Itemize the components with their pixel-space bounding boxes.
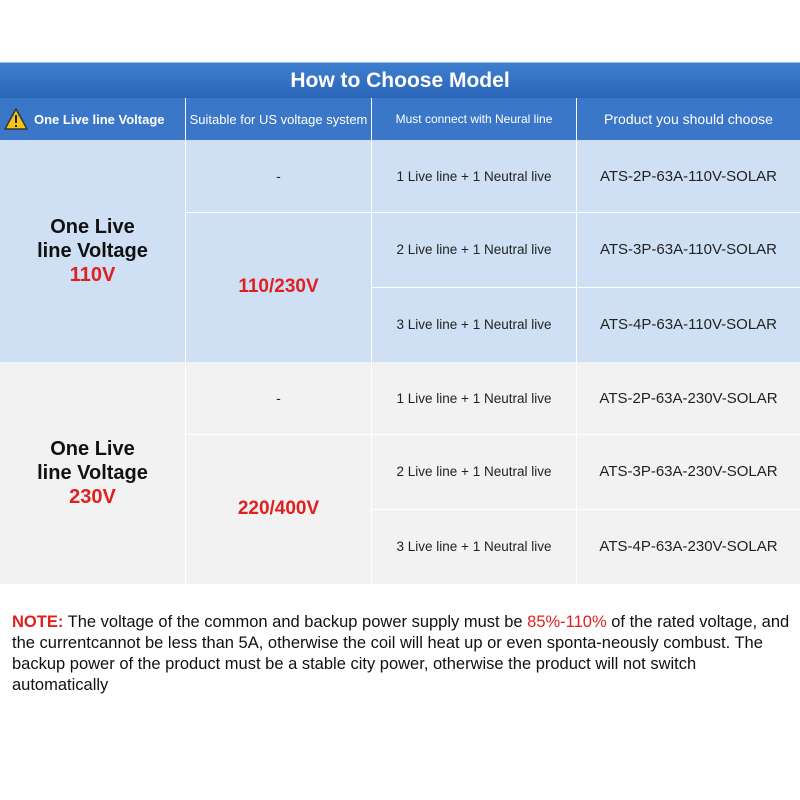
note-highlight: 85%-110%: [527, 613, 607, 631]
warning-icon: [4, 108, 28, 130]
us-system-cell: -: [186, 362, 372, 434]
voltage-cell: [0, 362, 186, 584]
us-system-cell: -: [186, 140, 372, 212]
group-230v: [0, 362, 800, 584]
voltage-line2: line Voltage: [37, 240, 148, 262]
note-text: of the rated voltage, and the currentcannot be less than 5A, otherwise the coil will heat up or even sponta-neously combust. The backup power of the product must be a stable city power, otherwise the product will not switch automatically: [12, 613, 790, 694]
voltage-cell: [0, 140, 186, 362]
wiring-cell: 1 Live line + 1 Neutral live: [372, 362, 577, 434]
product-cell: ATS-4P-63A-110V-SOLAR: [599, 316, 778, 333]
voltage-line1: One Live: [50, 216, 135, 238]
row-divider: [372, 287, 800, 288]
group-110v: [0, 140, 800, 362]
note-label: NOTE:: [12, 613, 64, 631]
voltage-line2: line Voltage: [37, 462, 148, 484]
voltage-line1: One Live: [50, 438, 135, 460]
header-product: Product you should choose: [604, 110, 773, 127]
wiring-cell: 2 Live line + 1 Neutral live: [372, 212, 577, 287]
table-title: How to Choose Model: [0, 62, 800, 99]
header-voltage: [0, 98, 186, 140]
voltage-value: 230V: [69, 486, 116, 508]
header-us-system: Suitable for US voltage system: [186, 98, 372, 140]
header-neutral: Must connect with Neural line: [372, 98, 577, 140]
table-header-row: [0, 98, 800, 140]
wiring-cell: 3 Live line + 1 Neutral live: [372, 509, 577, 584]
wiring-cell: 1 Live line + 1 Neutral live: [372, 140, 577, 212]
note-text: The voltage of the common and backup power supply must be: [63, 613, 528, 631]
us-system-cell: 110/230V: [186, 212, 372, 362]
row-divider: [372, 509, 800, 510]
product-cell: ATS-2P-63A-230V-SOLAR: [599, 389, 778, 407]
us-system-cell: 220/400V: [186, 434, 372, 584]
product-cell: ATS-4P-63A-230V-SOLAR: [599, 538, 778, 555]
product-cell: ATS-3P-63A-230V-SOLAR: [599, 463, 778, 480]
product-cell: ATS-2P-63A-110V-SOLAR: [599, 167, 778, 185]
note-paragraph: [12, 612, 792, 696]
wiring-cell: 3 Live line + 1 Neutral live: [372, 287, 577, 362]
header-voltage-label: One Live line Voltage: [34, 111, 165, 127]
warning-badge: [4, 108, 165, 130]
voltage-value: 110V: [69, 264, 116, 286]
row-divider: [186, 212, 800, 213]
wiring-cell: 2 Live line + 1 Neutral live: [372, 434, 577, 509]
product-cell: ATS-3P-63A-110V-SOLAR: [599, 241, 778, 258]
row-divider: [186, 434, 800, 435]
